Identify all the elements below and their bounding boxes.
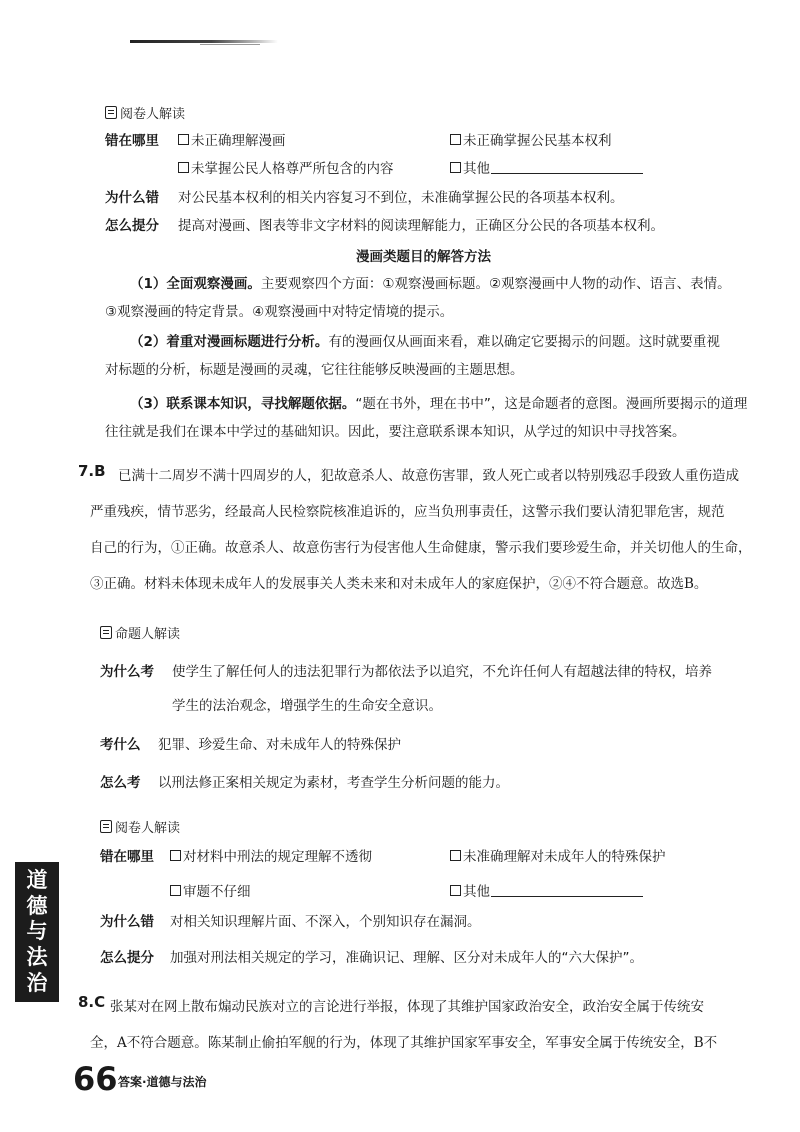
method-paragraph-3: （3）联系课本知识，寻找解题依据。“题在书外，理在书中”，这是命题者的意图。漫画所要揭示的道理 — [130, 396, 748, 412]
why-text: 对相关知识理解片面、不深入，个别知识存在漏洞。 — [170, 914, 481, 930]
method-paragraph-2-cont: 对标题的分析，标题是漫画的灵魂，它往往能够反映漫画的主题思想。 — [105, 362, 524, 378]
method-paragraph-2: （2）着重对漫画标题进行分析。有的漫画仅从画面来看，难以确定它要揭示的问题。这时就要重视 — [130, 334, 720, 350]
method-title: 漫画类题目的解答方法 — [356, 249, 491, 265]
reviewer-section-header — [100, 817, 180, 836]
reviewer-icon — [105, 106, 117, 119]
answer-line: ③正确。材料未体现未成年人的发展事关人类未来和对未成年人的家庭保护，②④不符合题意。故选B。 — [90, 576, 708, 592]
checkbox-option-other[interactable]: 其他 — [450, 880, 643, 900]
subject-side-tab: 道 德 与 法 治 — [15, 862, 59, 1002]
why-label: 为什么错 — [100, 914, 154, 930]
scan-artifact-thin — [200, 44, 260, 45]
fill-in-blank[interactable] — [491, 884, 643, 897]
reviewer-section-header — [105, 103, 185, 122]
checkbox-box[interactable] — [170, 885, 181, 896]
checkbox-box[interactable] — [178, 162, 189, 173]
checkbox-option[interactable]: 对材料中刑法的规定理解不透彻 — [170, 845, 372, 865]
why-text: 对公民基本权利的相关内容复习不到位，未准确掌握公民的各项基本权利。 — [178, 190, 624, 206]
section-header-label: 阅卷人解读 — [120, 107, 186, 122]
improve-text: 加强对刑法相关规定的学习，准确识记、理解、区分对未成年人的“六大保护”。 — [170, 950, 643, 966]
answer-line: 自己的行为，①正确。故意杀人、故意伤害行为侵害他人生命健康，警示我们要珍爱生命，并关切他人的生命， — [90, 540, 752, 556]
reviewer-icon — [100, 820, 112, 833]
scan-artifact — [130, 40, 278, 43]
answer-line: 张某对在网上散布煽动民族对立的言论进行举报，体现了其维护国家政治安全，政治安全属于传统安 — [110, 999, 704, 1015]
why-test-text: 使学生了解任何人的违法犯罪行为都依法予以追究，不允许任何人有超越法律的特权，培养 — [172, 664, 712, 680]
improve-label: 怎么提分 — [100, 950, 154, 966]
question-number: 7.B — [78, 462, 106, 480]
improve-label: 怎么提分 — [105, 218, 159, 234]
why-label: 为什么错 — [105, 190, 159, 206]
author-icon — [100, 626, 112, 639]
checkbox-box[interactable] — [450, 134, 461, 145]
answer-line: 已满十二周岁不满十四周岁的人，犯故意杀人、故意伤害罪，致人死亡或者以特别残忍手段致人重伤造成 — [118, 468, 739, 484]
answer-line: 严重残疾，情节恶劣，经最高人民检察院核准追诉的，应当负刑事责任，这警示我们要认清犯罪危害，规范 — [90, 504, 725, 520]
page-number: 66 — [73, 1060, 118, 1098]
how-test-text: 以刑法修正案相关规定为素材，考查学生分析问题的能力。 — [158, 775, 509, 791]
what-test-text: 犯罪、珍爱生命、对未成年人的特殊保护 — [158, 737, 401, 753]
section-header-label: 阅卷人解读 — [115, 821, 181, 836]
checkbox-box[interactable] — [450, 162, 461, 173]
checkbox-box[interactable] — [170, 850, 181, 861]
method-paragraph-3-cont: 往往就是我们在课本中学过的基础知识。因此，要注意联系课本知识，从学过的知识中寻找答案。 — [105, 424, 686, 440]
checkbox-option[interactable]: 未正确理解漫画 — [178, 129, 286, 149]
how-test-label: 怎么考 — [100, 775, 141, 791]
improve-text: 提高对漫画、图表等非文字材料的阅读理解能力，正确区分公民的各项基本权利。 — [178, 218, 664, 234]
why-test-text-cont: 学生的法治观念，增强学生的生命安全意识。 — [172, 698, 442, 714]
answer-line: 全，A不符合题意。陈某制止偷拍军舰的行为，体现了其维护国家军事安全，军事安全属于传统安全，B不 — [90, 1035, 718, 1051]
what-test-label: 考什么 — [100, 737, 141, 753]
author-section-header — [100, 623, 180, 642]
question-number: 8.C — [78, 993, 106, 1011]
why-test-label: 为什么考 — [100, 664, 154, 680]
checkbox-option-other[interactable]: 其他 — [450, 157, 643, 177]
checkbox-option[interactable]: 未准确理解对未成年人的特殊保护 — [450, 845, 666, 865]
footer-text: 答案·道德与法治 — [118, 1075, 207, 1089]
section-header-label: 命题人解读 — [115, 627, 181, 642]
checkbox-box[interactable] — [450, 850, 461, 861]
checkbox-option[interactable]: 未正确掌握公民基本权利 — [450, 129, 612, 149]
checkbox-box[interactable] — [178, 134, 189, 145]
method-paragraph-1-cont: ③观察漫画的特定背景。④观察漫画中对特定情境的提示。 — [105, 304, 454, 320]
where-label: 错在哪里 — [105, 133, 159, 149]
checkbox-option[interactable]: 未掌握公民人格尊严所包含的内容 — [178, 157, 394, 177]
checkbox-box[interactable] — [450, 885, 461, 896]
fill-in-blank[interactable] — [491, 161, 643, 174]
method-paragraph-1: （1）全面观察漫画。主要观察四个方面：①观察漫画标题。②观察漫画中人物的动作、语言、表情。 — [130, 276, 731, 292]
checkbox-option[interactable]: 审题不仔细 — [170, 880, 251, 900]
where-label: 错在哪里 — [100, 849, 154, 865]
